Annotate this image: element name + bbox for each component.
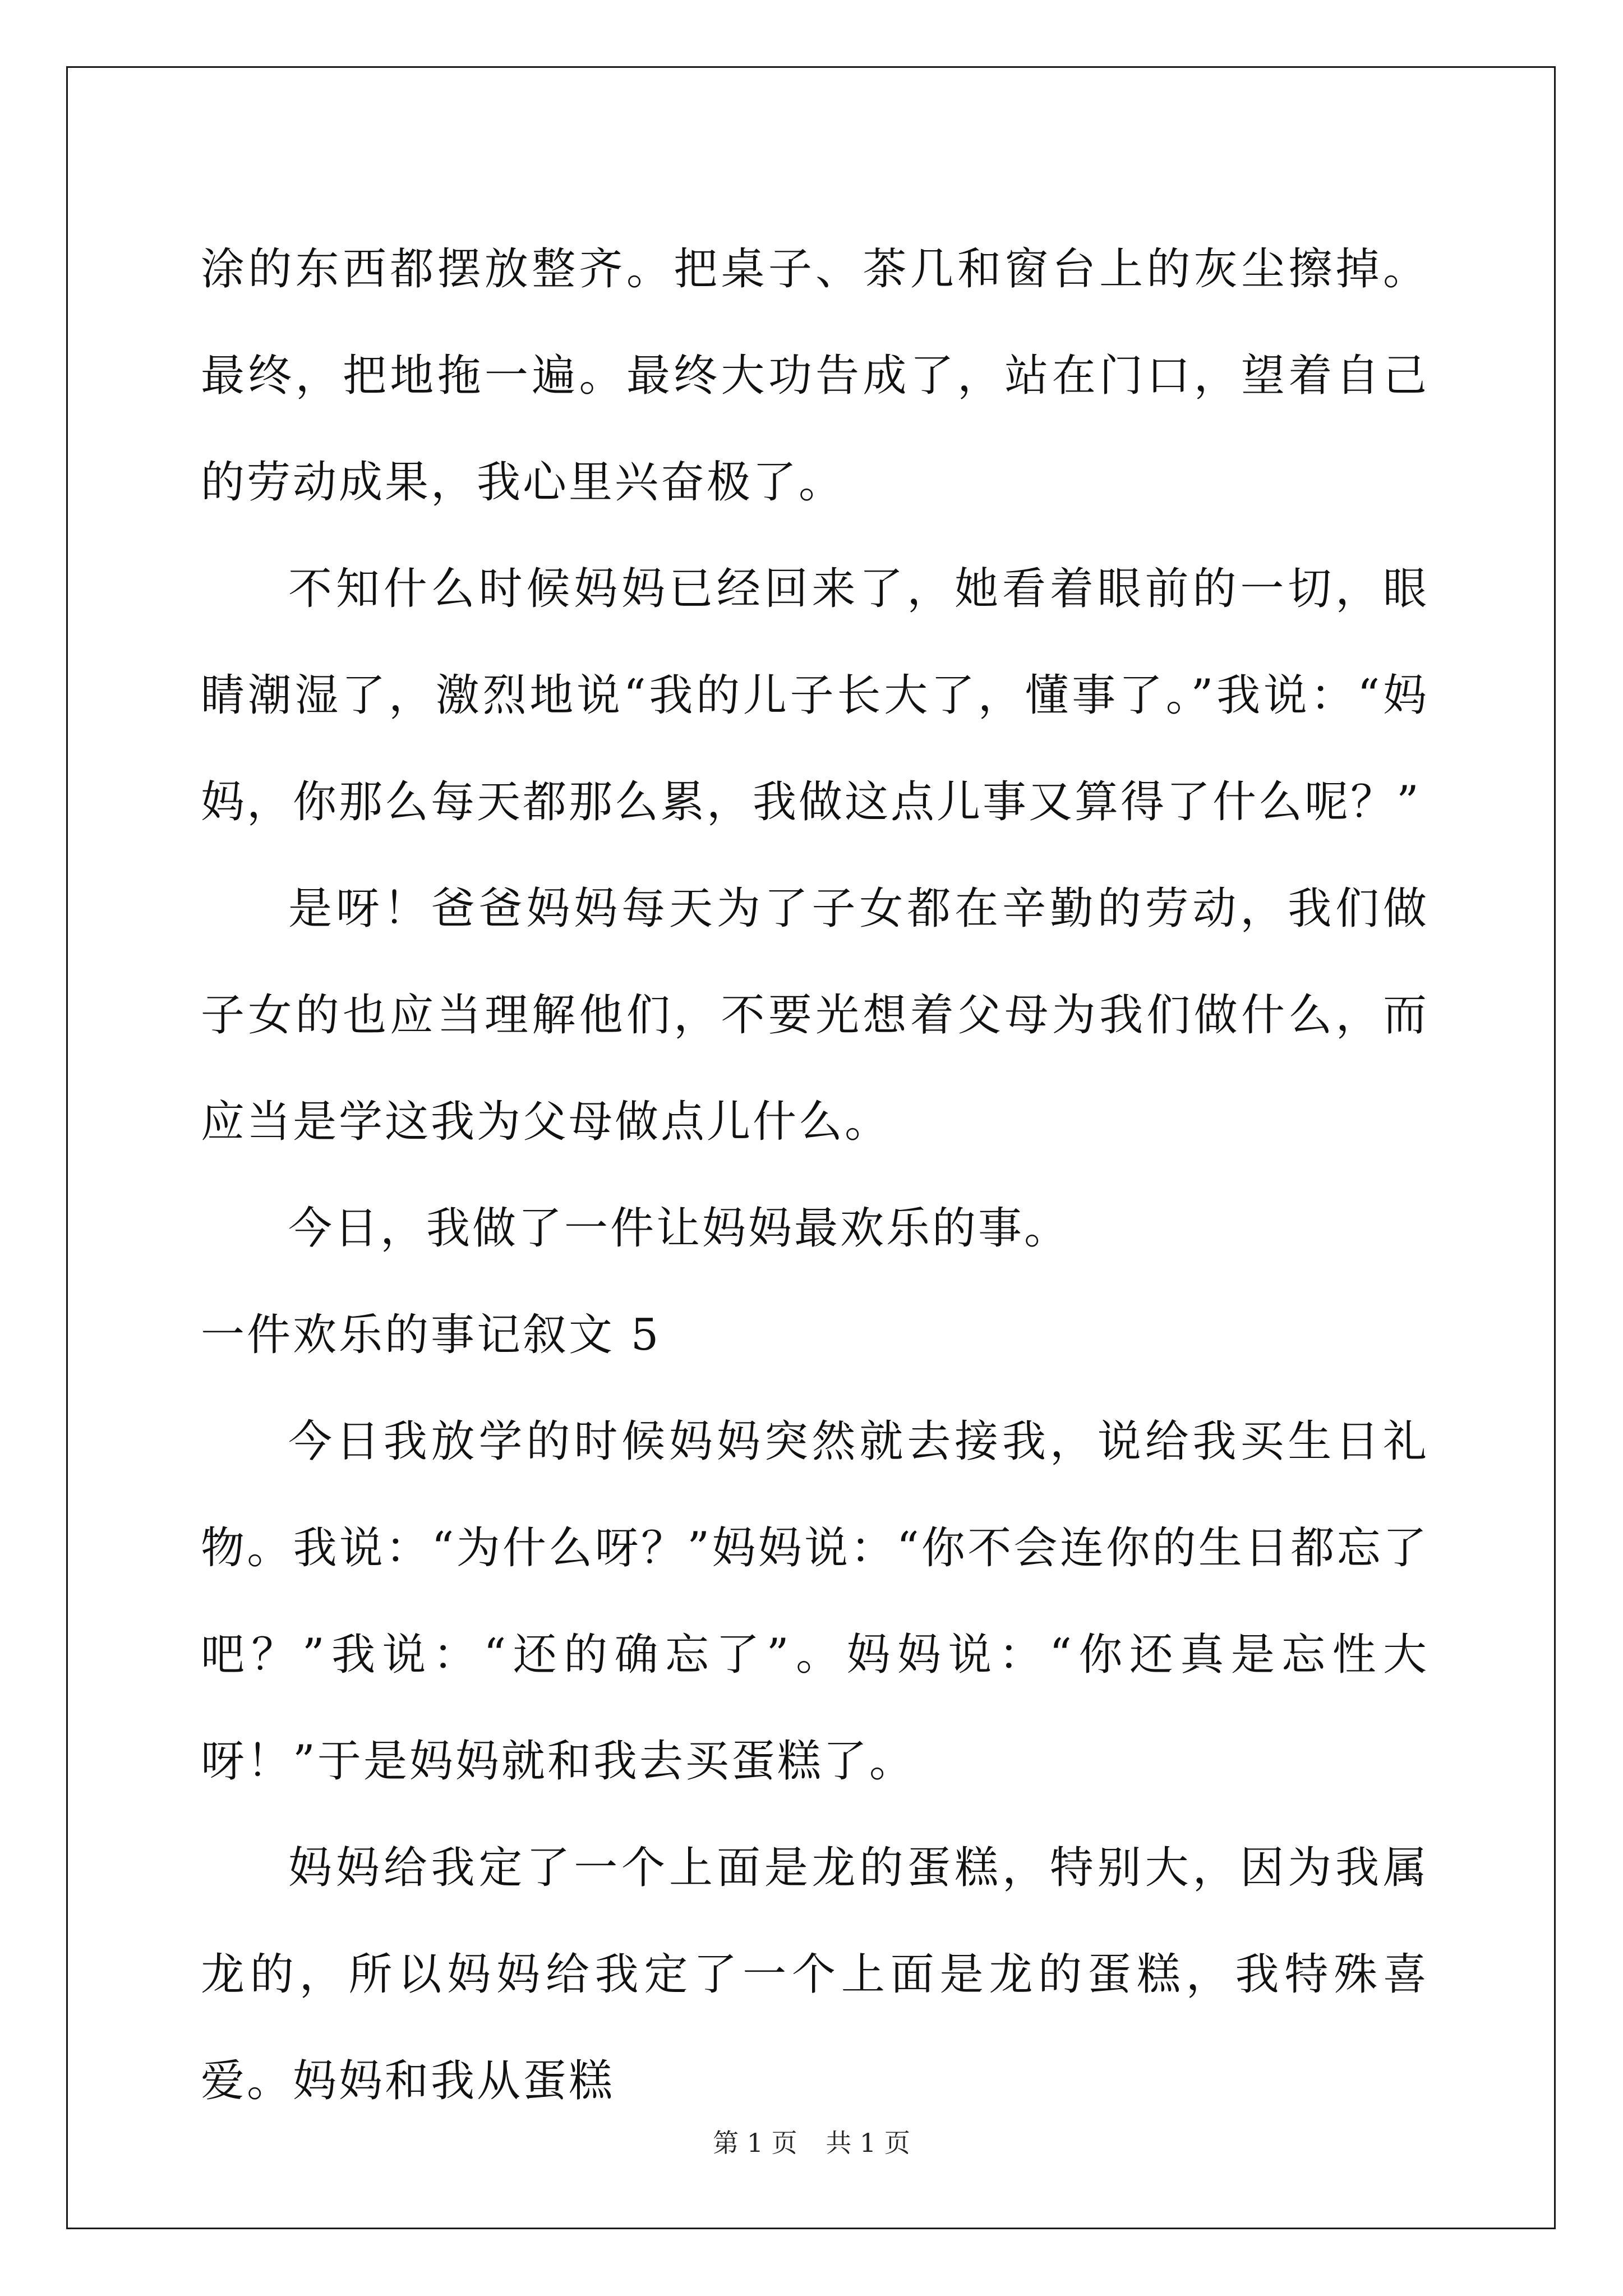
page-total: 共 1 页	[826, 2128, 910, 2158]
paragraph-2: 不知什么时候妈妈已经回来了，她看着眼前的一切，眼睛潮湿了，激烈地说“我的儿子长大了，懂事了。”我说：“妈妈，你那么每天都那么累，我做这点儿事又算得了什么呢？”	[201, 564, 1429, 827]
document-body	[201, 216, 1429, 2134]
paragraph-3: 是呀！爸爸妈妈每天为了子女都在辛勤的劳动，我们做子女的也应当理解他们，不要光想着父母为我们做什么，而应当是学这我为父母做点儿什么。	[201, 884, 1429, 1147]
paragraph-5: 今日我放学的时候妈妈突然就去接我，说给我买生日礼物。我说：“为什么呀？”妈妈说：“你不会连你的生日都忘了吧？”我说：“还的确忘了”。妈妈说：“你还真是忘性大呀！”于是妈妈就和我去买蛋糕了。	[201, 1416, 1429, 1787]
paragraph-1: 涂的东西都摆放整齐。把桌子、茶几和窗台上的灰尘擦掉。最终，把地拖一遍。最终大功告成了，站在门口，望着自己的劳动成果，我心里兴奋极了。	[201, 244, 1429, 508]
page-number: 第 1 页	[713, 2128, 797, 2158]
section-heading: 一件欢乐的事记叙文 5	[201, 1310, 661, 1360]
paragraph-6: 妈妈给我定了一个上面是龙的蛋糕，特别大，因为我属龙的，所以妈妈给我定了一个上面是龙的蛋糕，我特殊喜爱。妈妈和我从蛋糕	[201, 1843, 1429, 2106]
page-footer	[0, 2123, 1623, 2160]
paragraph-4: 今日，我做了一件让妈妈最欢乐的事。	[288, 1203, 1071, 1254]
